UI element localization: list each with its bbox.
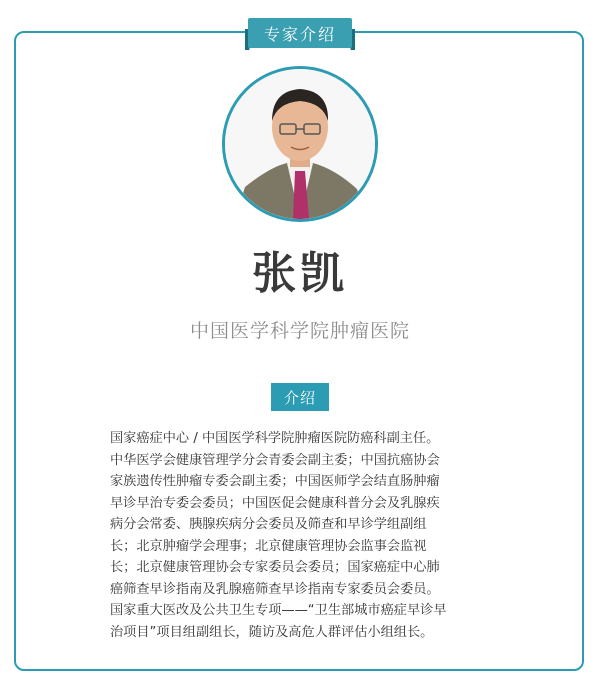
header-tab-label: 专家介绍: [248, 18, 352, 48]
bio-line: 中华医学会健康管理学分会青委会副主委；中国抗癌协会: [110, 452, 440, 468]
avatar: [222, 66, 378, 222]
bio-line: 早诊早治专委会委员；中国医促会健康科普分会及乳腺疾: [110, 495, 440, 511]
bio-line: 家族遗传性肿瘤专委会副主委；中国医师学会结直肠肿瘤: [110, 474, 440, 489]
bio-line: 癌筛查早诊指南及乳腺癌筛查早诊指南专家委员会委员。: [110, 581, 440, 597]
header-tab: [245, 17, 355, 49]
bio-line: 长；北京健康管理协会专家委员会委员；国家癌症中心肺: [110, 560, 440, 575]
bio-line: 治项目”项目组副组长，随访及高危人群评估小组组长。: [110, 624, 434, 640]
expert-hospital: 中国医学科学院肿瘤医院: [189, 320, 410, 342]
intro-badge: 介绍: [271, 383, 329, 411]
expert-name: 张凯: [252, 248, 348, 299]
bio-text: [110, 428, 494, 643]
portrait-photo: [225, 69, 375, 219]
bio-line: 国家重大医改及公共卫生专项——“卫生部城市癌症早诊早: [110, 603, 447, 618]
bio-line: 长；北京肿瘤学会理事；北京健康管理协会监事会监视: [110, 538, 427, 554]
bio-line: 国家癌症中心 / 中国医学科学院肿瘤医院防癌科副主任。: [110, 431, 440, 446]
bio-line: 病分会常委、胰腺疾病分会委员及筛查和早诊学组副组: [110, 517, 427, 532]
